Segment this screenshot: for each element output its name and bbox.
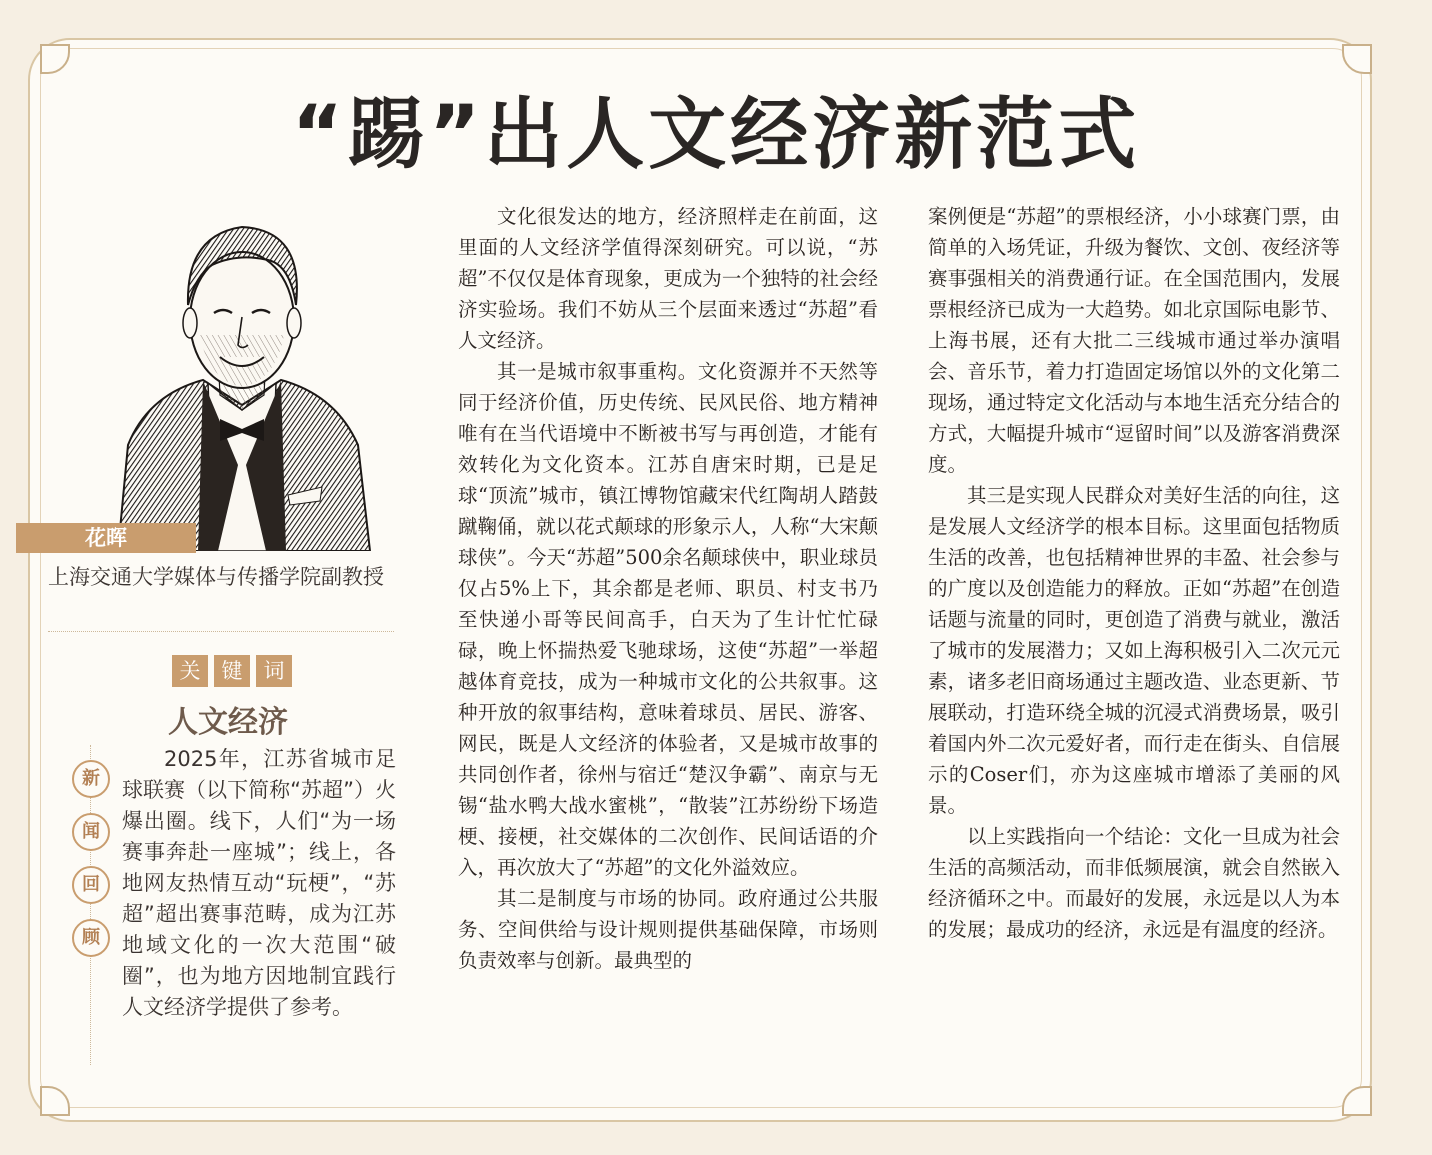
keyword-label — [172, 655, 292, 687]
author-name: 花晖 — [16, 523, 196, 553]
paragraph: 其三是实现人民群众对美好生活的向往，这是发展人文经济学的根本目标。这里面包括物质生活的改善，也包括精神世界的丰盈、社会参与的广度以及创造能力的释放。正如“苏超”在创造话题与流量的同时，更创造了消费与就业，激活了城市的发展潜力；又如上海积极引入二次元元素，诸多老旧商场通过主题改造、业态更新、节展联动，打造环绕全城的沉浸式消费场景，吸引着国内外二次元爱好者，而行走在街头、自信展示的Coser们，亦为这座城市增添了美丽的风景。 — [928, 484, 1340, 817]
divider — [48, 631, 394, 632]
news-review-badge: 新 — [72, 760, 110, 798]
news-review-badge: 顾 — [72, 919, 110, 957]
author-portrait — [108, 205, 376, 551]
paragraph: 其一是城市叙事重构。文化资源并不天然等同于经济价值，历史传统、民风民俗、地方精神唯有在当代语境中不断被书写与再创造，才能有效转化为文化资本。江苏自唐宋时期，已是足球“顶流”城市，镇江博物馆藏宋代红陶胡人踏鼓蹴鞠俑，就以花式颠球的形象示人，人称“大宋颠球侠”。今天“苏超”500余名颠球侠中，职业球员仅占5%上下，其余都是老师、职员、村支书乃至快递小哥等民间高手，白天为了生计忙忙碌碌，晚上怀揣热爱飞驰球场，这使“苏超”一举超越体育竞技，成为一种城市文化的公共叙事。这种开放的叙事结构，意味着球员、居民、游客、网民，既是人文经济的体验者，又是城市故事的共同创作者，徐州与宿迁“楚汉争霸”、南京与无锡“盐水鸭大战水蜜桃”，“散装”江苏纷纷下场造梗、接梗，社交媒体的二次创作、民间话语的介入，再次放大了“苏超”的文化外溢效应。 — [458, 360, 878, 879]
news-review-badges — [72, 760, 110, 957]
news-review-badge: 回 — [72, 866, 110, 904]
keyword-tag: 键 — [214, 655, 250, 687]
news-review-text: 2025年，江苏省城市足球联赛（以下简称“苏超”）火爆出圈。线下，人们“为一场赛事奔赴一座城”；线上，各地网友热情互动“玩梗”，“苏超”超出赛事范畴，成为江苏地域文化的一次大范围“破圈”，也为地方因地制宜践行人文经济学提供了参考。 — [122, 747, 396, 1019]
headline: “踢”出人文经济新范式 — [291, 90, 1141, 180]
paragraph-continued: 案例便是“苏超”的票根经济，小小球赛门票，由简单的入场凭证，升级为餐饮、文创、夜经济等赛事强相关的消费通行证。在全国范围内，发展票根经济已成为一大趋势。如北京国际电影节、上海书展，还有大批二三线城市通过举办演唱会、音乐节，着力打造固定场馆以外的文化第二现场，通过特定文化活动与本地生活充分结合的方式，大幅提升城市“逗留时间”以及游客消费深度。 — [928, 205, 1340, 476]
author-affiliation: 上海交通大学媒体与传播学院副教授 — [48, 565, 384, 589]
body-column-1 — [458, 201, 878, 976]
paragraph: 以上实践指向一个结论：文化一旦成为社会生活的高频活动，而非低频展演，就会自然嵌入经济循环之中。而最好的发展，永远是以人为本的发展；最成功的经济，永远是有温度的经济。 — [928, 825, 1340, 941]
body-column-2 — [928, 201, 1340, 945]
keyword-tag: 词 — [256, 655, 292, 687]
paragraph: 其二是制度与市场的协同。政府通过公共服务、空间供给与设计规则提供基础保障，市场则负责效率与创新。最典型的 — [458, 887, 878, 972]
paragraph: 文化很发达的地方，经济照样走在前面，这里面的人文经济学值得深刻研究。可以说，“苏超”不仅仅是体育现象，更成为一个独特的社会经济实验场。我们不妨从三个层面来透过“苏超”看人文经济。 — [458, 205, 878, 352]
news-review-badge: 闻 — [72, 813, 110, 851]
keyword-tag: 关 — [172, 655, 208, 687]
keyword-term: 人文经济 — [168, 705, 288, 740]
